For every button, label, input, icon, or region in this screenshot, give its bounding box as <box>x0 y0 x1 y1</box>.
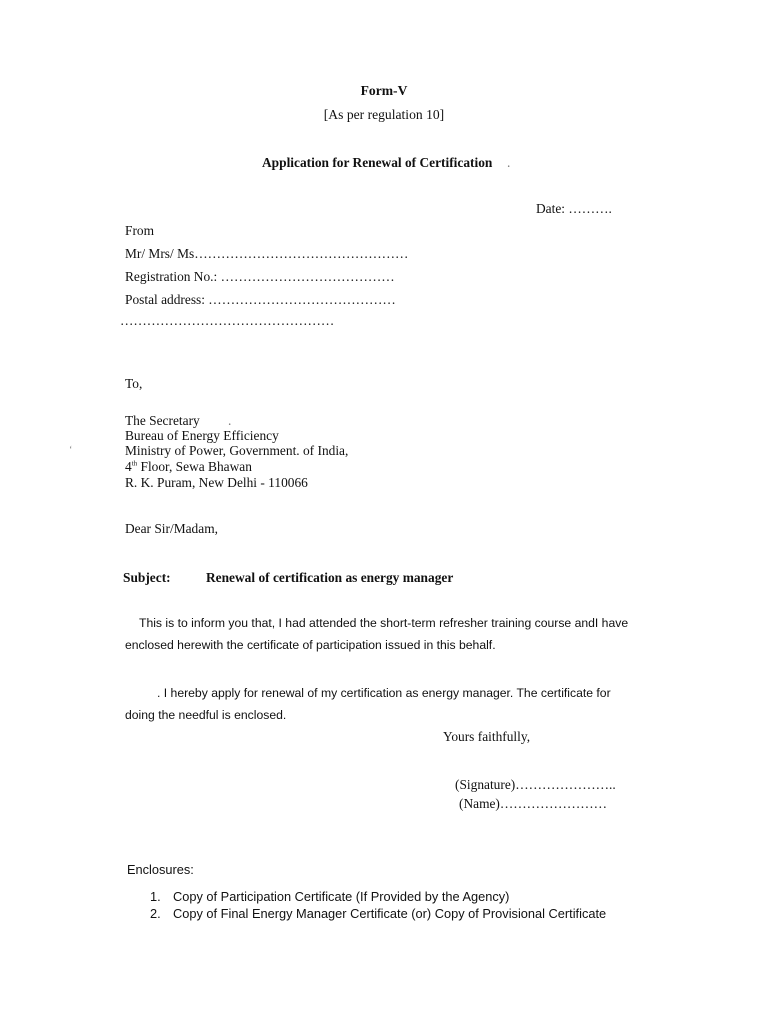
signature-line: (Signature)………………….. <box>455 777 616 792</box>
recipient-address-line: R. K. Puram, New Delhi - 110066 <box>125 475 308 490</box>
floor-suffix: th <box>131 459 138 468</box>
recipient-address-line <box>125 459 252 475</box>
heading-dot: . <box>507 155 511 170</box>
postal-address-line: Postal address: …………………………………… <box>125 292 396 307</box>
enclosure-text: Copy of Participation Certificate (If Provided by the Agency) <box>173 889 510 904</box>
to-label: To, <box>125 376 143 391</box>
address-line-dot: . <box>228 413 232 428</box>
recipient-address-line: The Secretary <box>125 413 200 428</box>
enclosure-text: Copy of Final Energy Manager Certificate (or) Copy of Provisional Certificate <box>173 906 607 921</box>
recipient-address-line: Ministry of Power, Government. of India, <box>125 443 349 458</box>
enclosures-label: Enclosures: <box>127 862 194 877</box>
body-paragraph-text: This is to inform you that, I had attended the short-term refresher training course andI have enclosed herewith the certificate of participation issued in this behalf. <box>125 616 629 652</box>
sender-name-line: Mr/ Mrs/ Ms………………………………………… <box>125 246 409 261</box>
floor-building: Floor, Sewa Bhawan <box>137 459 252 474</box>
body-paragraph <box>125 612 630 656</box>
body-paragraph <box>125 682 630 726</box>
salutation: Dear Sir/Madam, <box>125 521 218 536</box>
closing: Yours faithfully, <box>443 729 531 744</box>
from-label: From <box>125 223 155 238</box>
enclosure-item <box>150 889 509 904</box>
date-line: Date: ………. <box>536 201 612 216</box>
postal-address-continuation: ………………………………………… <box>120 313 335 328</box>
form-title: Form-V <box>360 83 408 98</box>
form-regulation: [As per regulation 10] <box>323 107 445 122</box>
form-heading: Application for Renewal of Certification <box>262 155 493 170</box>
registration-number-line: Registration No.: ………………………………… <box>125 269 395 284</box>
stray-mark: ‘ <box>69 445 73 456</box>
floor-number: 4 <box>125 459 132 474</box>
enclosure-number: 1. <box>150 889 161 904</box>
enclosure-item <box>150 906 606 921</box>
subject-label: Subject: <box>123 570 171 585</box>
recipient-address-line: Bureau of Energy Efficiency <box>125 428 279 443</box>
enclosure-number: 2. <box>150 906 161 921</box>
body-paragraph-text: . I hereby apply for renewal of my certification as energy manager. The certificate for doing the needful is enclosed. <box>125 686 611 722</box>
name-signature-line: (Name)…………………… <box>459 796 608 811</box>
subject-text: Renewal of certification as energy manager <box>206 570 454 585</box>
